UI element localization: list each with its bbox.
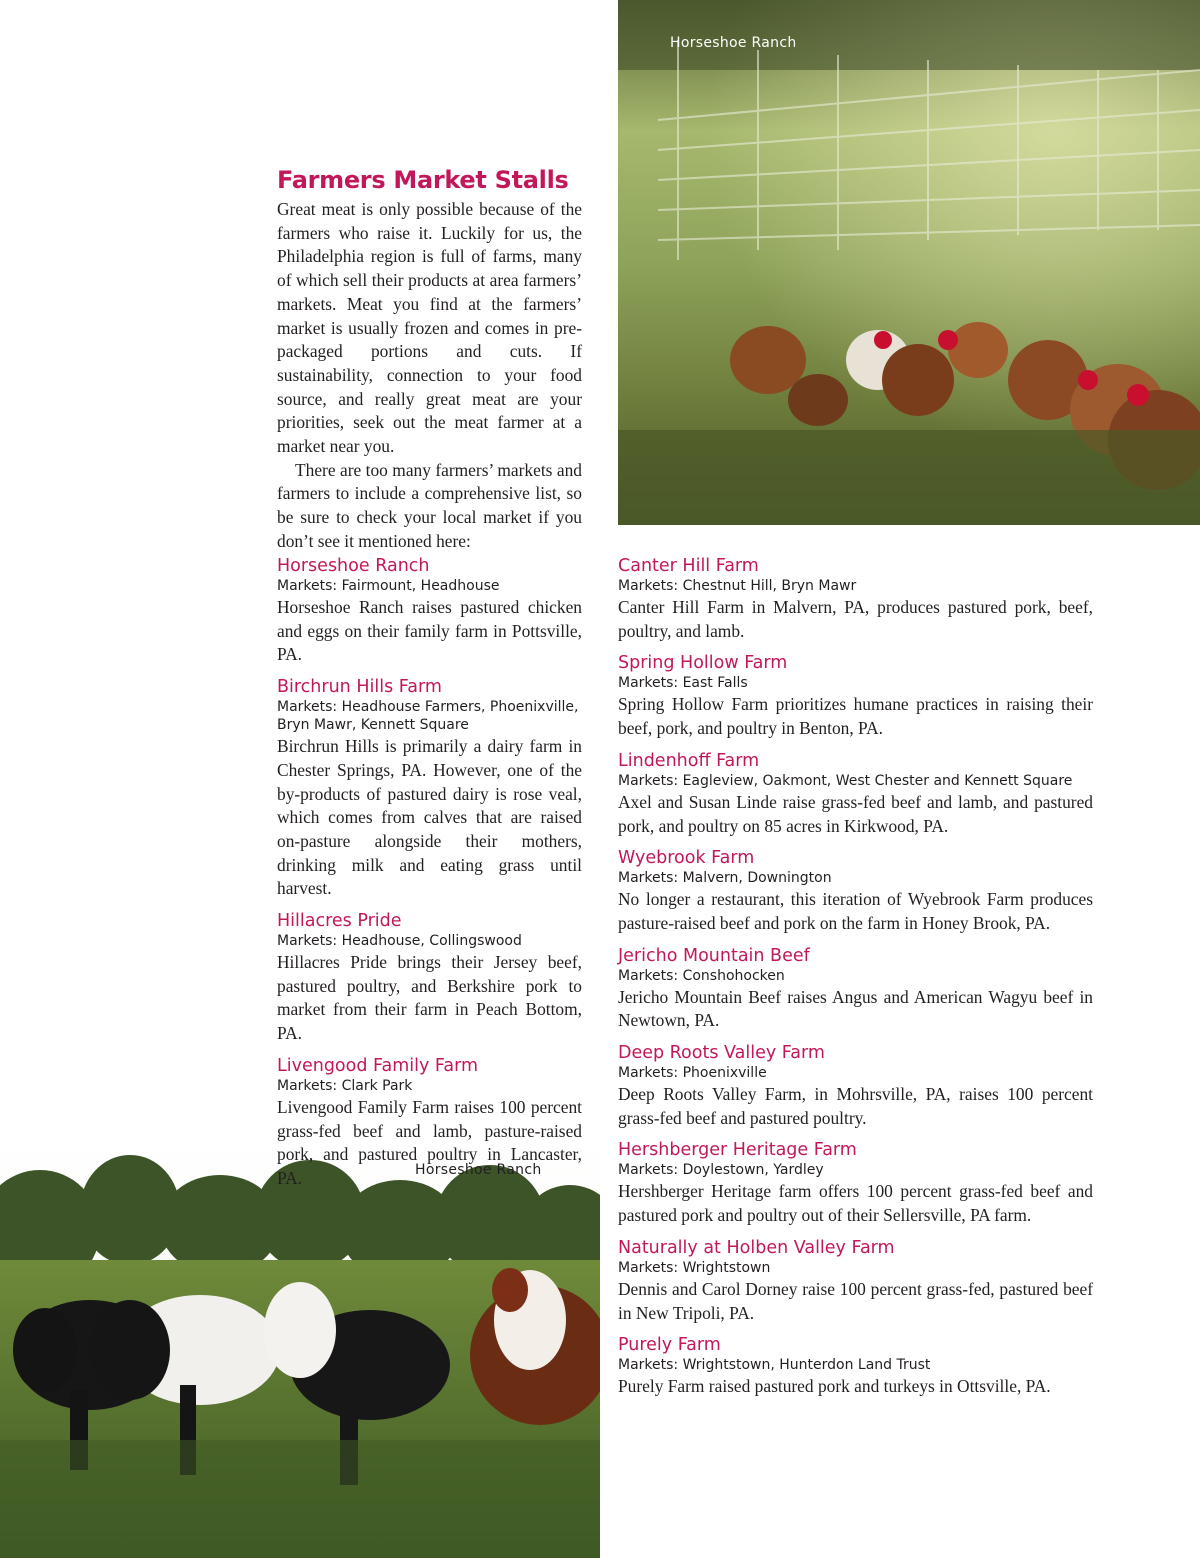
farm-entry: [618, 945, 1093, 1033]
farm-markets: Markets: Wrightstown, Hunterdon Land Trust: [618, 1357, 931, 1374]
farm-markets: Markets: Phoenixville: [618, 1065, 767, 1082]
farm-description: Spring Hollow Farm prioritizes humane practices in raising their beef, pork, and poultry in Benton, PA.: [618, 694, 1093, 739]
farm-entry: [618, 1237, 1093, 1325]
farm-name: Horseshoe Ranch: [277, 556, 430, 576]
farm-name: Hershberger Heritage Farm: [618, 1140, 857, 1161]
farm-name: Hillacres Pride: [277, 911, 402, 932]
farm-markets: Markets: East Falls: [618, 675, 748, 692]
farm-markets: Markets: Wrightstown: [618, 1259, 771, 1276]
farm-entry: [277, 910, 582, 1046]
top-photo-caption: Horseshoe Ranch: [670, 35, 797, 51]
farm-name: Deep Roots Valley Farm: [618, 1043, 825, 1064]
farm-entry: [618, 750, 1093, 838]
farm-name: Spring Hollow Farm: [618, 653, 788, 674]
farm-description: Dennis and Carol Dorney raise 100 percent grass-fed, pastured beef in New Tripoli, PA.: [618, 1278, 1093, 1323]
farm-entry: [618, 555, 1093, 643]
farm-markets: Markets: Clark Park: [277, 1077, 413, 1094]
farm-name: Jericho Mountain Beef: [618, 945, 810, 966]
farm-name: Wyebrook Farm: [618, 848, 755, 869]
farm-description: Hershberger Heritage farm offers 100 percent grass-fed beef and pastured pork and poultry out of their Sellersville, PA farm.: [618, 1181, 1093, 1226]
farm-description: Axel and Susan Linde raise grass-fed beef and lamb, and pastured pork, and poultry on 85 acres in Kirkwood, PA.: [618, 791, 1093, 836]
farm-entry: [277, 555, 582, 667]
farm-description: Canter Hill Farm in Malvern, PA, produces pastured pork, beef, poultry, and lamb.: [618, 597, 1093, 641]
farm-entry: [618, 1042, 1093, 1130]
intro-paragraph: There are too many farmers’ markets and farmers to include a comprehensive list, so be sure to check your local market if you don’t see it mentioned here:: [277, 459, 582, 551]
cow-photo: [0, 1140, 600, 1558]
farm-markets: Markets: Eagleview, Oakmont, West Chester and Kennett Square: [618, 772, 1073, 789]
farm-entry: [618, 1139, 1093, 1227]
farm-name: Canter Hill Farm: [618, 556, 759, 576]
farm-markets: Markets: Chestnut Hill, Bryn Mawr: [618, 578, 857, 594]
farm-description: No longer a restaurant, this iteration of Wyebrook Farm produces pasture-raised beef and pork on the farm in Honey Brook, PA.: [618, 889, 1093, 933]
farm-description: Purely Farm raised pastured pork and turkeys in Ottsville, PA.: [618, 1376, 1051, 1397]
farm-entry: [618, 652, 1093, 740]
intro-paragraph: Great meat is only possible because of the farmers who raise it. Luckily for us, the Philadelphia region is full of farms, many of which sell their products at area farmers’ markets. Meat you find at the farmers’ market is usually frozen and comes in pre-packaged portions and cuts. If sustainability, connection to your food source, and really great meat are your priorities, seek out the meat farmer at a market near you.: [277, 199, 582, 457]
farm-description: Jericho Mountain Beef raises Angus and American Wagyu beef in Newtown, PA.: [618, 986, 1093, 1031]
farm-entry: [618, 1334, 1093, 1399]
farm-description: Birchrun Hills is primarily a dairy farm in Chester Springs, PA. However, one of the by-products of pastured dairy is rose veal, which comes from calves that are raised on-pasture alongside their mothers, drinking milk and eating grass until harvest.: [277, 736, 582, 899]
farm-name: Lindenhoff Farm: [618, 750, 760, 771]
farm-description: Deep Roots Valley Farm, in Mohrsville, PA, raises 100 percent grass-fed beef and pastured poultry.: [618, 1084, 1093, 1128]
intro-section: [277, 166, 582, 554]
farm-entry: [277, 676, 582, 901]
farm-name: Birchrun Hills Farm: [277, 677, 442, 698]
farm-markets: Markets: Headhouse, Collingswood: [277, 933, 522, 950]
farm-markets: Markets: Fairmount, Headhouse: [277, 578, 500, 594]
farm-name: Purely Farm: [618, 1335, 721, 1356]
farm-name: Livengood Family Farm: [277, 1055, 479, 1076]
farm-markets: Markets: Headhouse Farmers, Phoenixville, Bryn Mawr, Kennett Square: [277, 699, 579, 734]
farm-markets: Markets: Doylestown, Yardley: [618, 1162, 824, 1179]
farm-description: Horseshoe Ranch raises pastured chicken and eggs on their family farm in Pottsville, PA.: [277, 597, 582, 665]
farm-description: Hillacres Pride brings their Jersey beef, pastured poultry, and Berkshire pork to market from their farm in Peach Bottom, PA.: [277, 952, 582, 1044]
farm-list-right: [618, 555, 1093, 1408]
farm-name: Naturally at Holben Valley Farm: [618, 1237, 895, 1258]
chicken-photo-art: [618, 0, 1200, 525]
cow-photo-art: [0, 1140, 600, 1558]
farm-markets: Markets: Malvern, Downington: [618, 870, 832, 887]
farm-entry: [618, 847, 1093, 935]
page-title: Farmers Market Stalls: [277, 166, 569, 194]
bottom-photo-caption: Horseshoe Ranch: [415, 1162, 542, 1178]
farm-entry: [277, 1055, 582, 1191]
farm-markets: Markets: Conshohocken: [618, 967, 785, 984]
chicken-photo: [618, 0, 1200, 525]
farm-list-left: [277, 555, 582, 1200]
farm-description: Livengood Family Farm raises 100 percent grass-fed beef and lamb, pasture-raised pork, and pastured poultry in Lancaster, PA.: [277, 1096, 582, 1188]
